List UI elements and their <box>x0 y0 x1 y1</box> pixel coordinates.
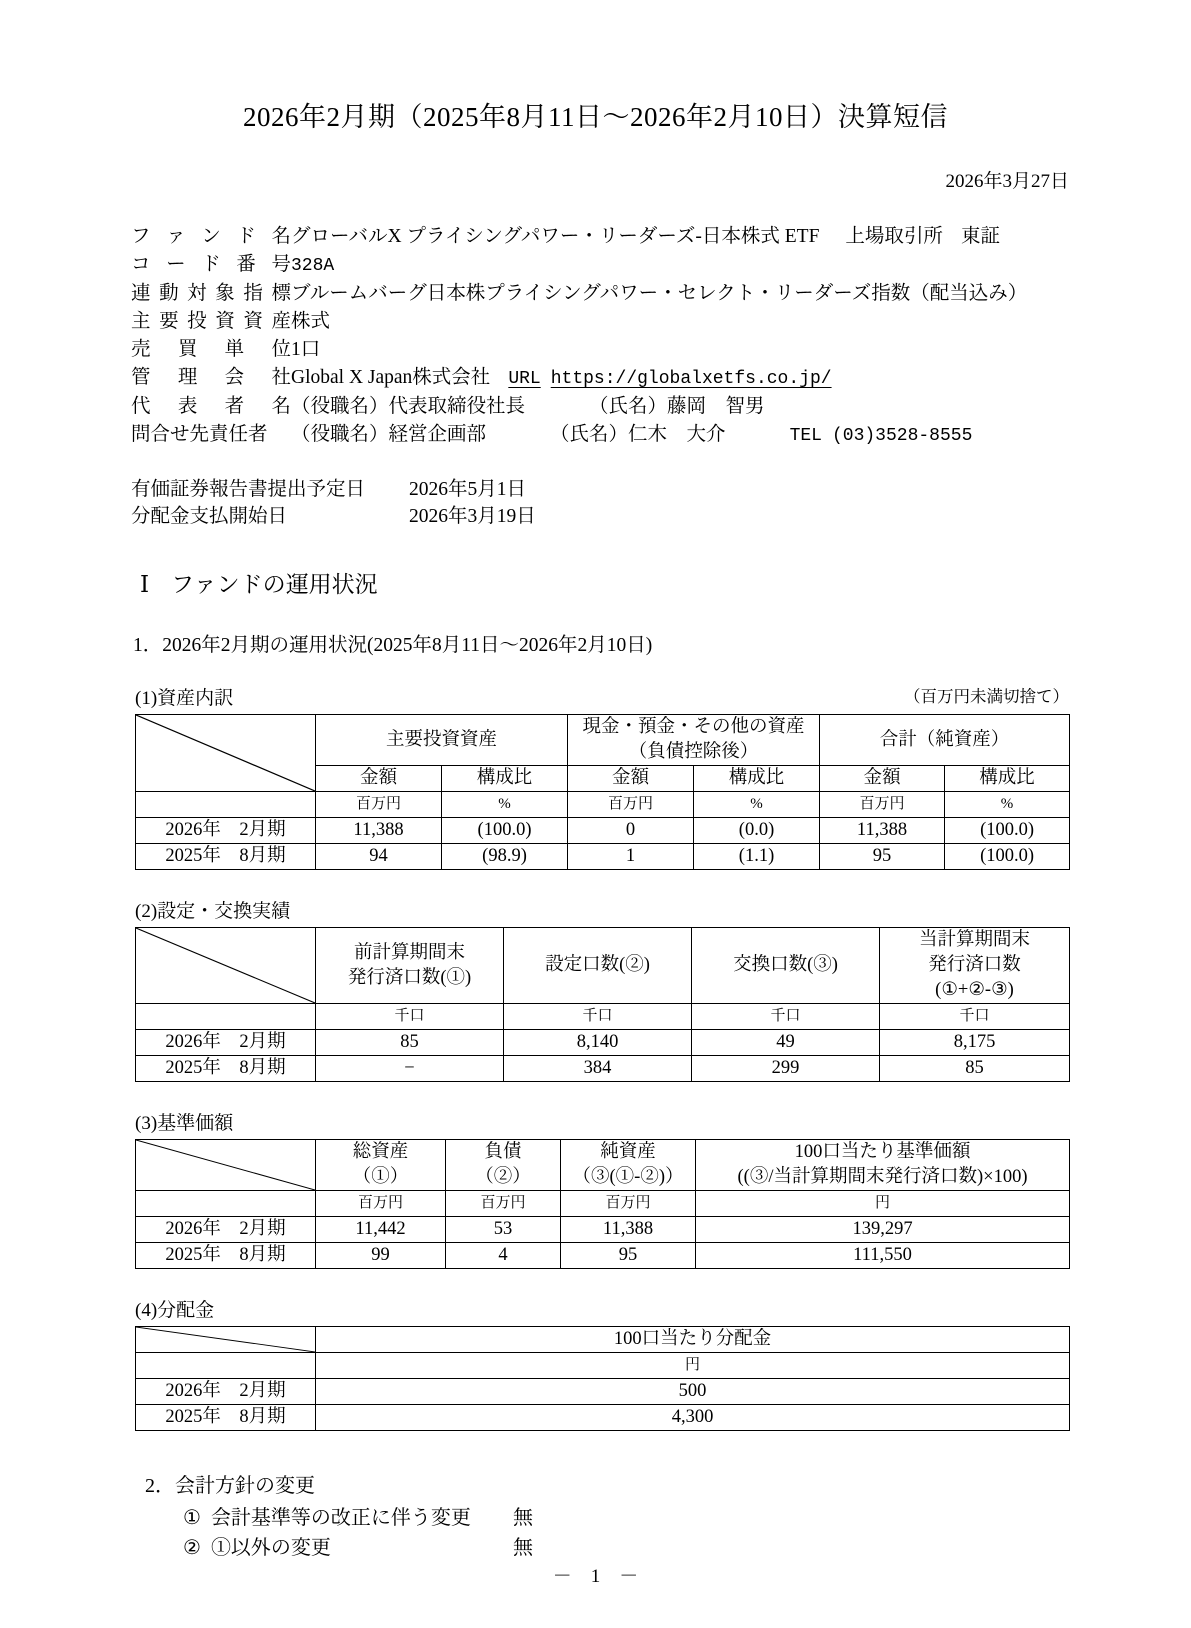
units-row-label <box>136 792 316 818</box>
unit-created-units: 千口 <box>504 1004 692 1030</box>
unit-distribution: 円 <box>316 1353 1070 1379</box>
corner-cell <box>136 928 316 1004</box>
unit-amount-1: 百万円 <box>316 792 442 818</box>
units-row-label <box>136 1191 316 1217</box>
page-title: 2026年2月期（2025年8月11日～2026年2月10日）決算短信 <box>243 102 948 132</box>
corner-cell <box>136 1327 316 1353</box>
corner-cell <box>136 715 316 792</box>
section-1-numeral: Ⅰ <box>140 572 150 597</box>
table4-caption-row <box>0 1295 1191 1322</box>
policy-item-1-label: 会計基準等の改正に伴う変更 <box>210 1507 471 1529</box>
header-end-units-line2: 発行済口数 <box>928 955 1021 975</box>
representative-row <box>131 393 1191 421</box>
fund-name-value <box>291 223 1191 251</box>
cell-created-units-2026: 8,140 <box>504 1030 692 1056</box>
unit-ratio-1: % <box>442 792 568 818</box>
unit-amount-3: 百万円 <box>820 792 945 818</box>
policy-item-1-marker: ① <box>183 1507 201 1529</box>
table-header-row <box>136 715 1070 766</box>
table2-wrap <box>0 927 1191 1082</box>
contact-value <box>291 421 1191 450</box>
row-period-2025: 2025年 8月期 <box>136 844 316 870</box>
cell-created-units-2025: 384 <box>504 1056 692 1082</box>
cell-prior-units-2026: 85 <box>316 1030 504 1056</box>
row-period-2026: 2026年 2月期 <box>136 1379 316 1405</box>
header-net-assets <box>561 1140 696 1191</box>
benchmark-index-label: 連 動 対 象 指 標 <box>131 283 291 304</box>
header-cash-other <box>568 715 820 766</box>
policy-item-2 <box>145 1533 1191 1563</box>
representative-label: 代 表 者 名 <box>131 396 291 417</box>
filing-row-report <box>131 476 1191 503</box>
header-redeemed-units: 交換口数(③) <box>692 928 880 1004</box>
policy-item-1-text <box>183 1503 513 1533</box>
table-row <box>136 1056 1070 1082</box>
header-total: 合計（純資産） <box>820 715 1070 766</box>
trading-unit-value: 1口 <box>291 339 321 360</box>
header-prior-units-line1: 前計算期間末 <box>353 942 465 963</box>
filing-row-distribution <box>131 503 1191 530</box>
contact-label: 問合せ先責任者 <box>131 424 268 445</box>
header-nav-per-100 <box>696 1140 1070 1191</box>
table-row <box>136 1217 1070 1243</box>
cell-liabilities-2025: 4 <box>446 1243 561 1269</box>
table-row <box>136 1405 1070 1431</box>
fund-name-row <box>131 223 1191 251</box>
table1-wrap <box>0 714 1191 870</box>
unit-liabilities: 百万円 <box>446 1191 561 1217</box>
unit-total-assets: 百万円 <box>316 1191 446 1217</box>
distribution-payment-date: 2026年3月19日 <box>409 506 536 527</box>
main-asset-value: 株式 <box>291 311 331 332</box>
header-end-units-line3: (①+②-③) <box>935 980 1014 1000</box>
securities-report-date: 2026年5月1日 <box>409 479 527 500</box>
listing-exchange-value: 東証 <box>960 226 1000 247</box>
fund-name-text: グローバルX プライシングパワー・リーダーズ-日本株式 ETF <box>291 226 820 247</box>
asset-breakdown-table <box>135 714 1070 870</box>
cell-total-amount-2026: 11,388 <box>820 818 945 844</box>
table-units-row <box>136 792 1070 818</box>
header-net-assets-line2: （③(①-②)） <box>572 1167 684 1187</box>
cell-cash-ratio-2026: (0.0) <box>694 818 820 844</box>
table-units-row <box>136 1191 1070 1217</box>
tel-label: TEL <box>789 426 822 446</box>
header-total-assets <box>316 1140 446 1191</box>
representative-value <box>291 393 1191 421</box>
cell-cash-amount-2026: 0 <box>568 818 694 844</box>
subheader-amount-3: 金額 <box>820 766 945 792</box>
securities-report-label: 有価証券報告書提出予定日 <box>131 479 366 500</box>
section-2-heading: 2．会計方針の変更 <box>145 1475 315 1497</box>
policy-item-2-text <box>183 1533 513 1563</box>
unit-redeemed-units: 千口 <box>692 1004 880 1030</box>
units-row-label <box>136 1353 316 1379</box>
page-footer: － 1 － <box>552 1566 639 1587</box>
representative-title-label: （役職名） <box>291 396 389 417</box>
table3-caption: (3)基準価額 <box>135 1113 234 1134</box>
section-1-title: ファンドの運用状況 <box>171 572 378 597</box>
document-date: 2026年3月27日 <box>945 171 1069 192</box>
cell-main-amount-2026: 11,388 <box>316 818 442 844</box>
distribution-table <box>135 1326 1070 1431</box>
header-nav-per-100-line1: 100口当たり基準価額 <box>794 1142 971 1162</box>
corner-cell <box>136 1140 316 1191</box>
row-period-2026: 2026年 2月期 <box>136 1217 316 1243</box>
tel-number: (03)3528-8555 <box>831 426 973 446</box>
header-liabilities-line2: （②） <box>475 1167 531 1187</box>
cell-nav-per-100-2026: 139,297 <box>696 1217 1070 1243</box>
cell-cash-ratio-2025: (1.1) <box>694 844 820 870</box>
listing-exchange-label: 上場取引所 <box>845 226 943 247</box>
units-row-label <box>136 1004 316 1030</box>
table1-note: （百万円未満切捨て） <box>904 687 1069 706</box>
unit-amount-2: 百万円 <box>568 792 694 818</box>
row-period-2025: 2025年 8月期 <box>136 1056 316 1082</box>
filing-dates-block <box>0 476 1191 530</box>
header-prior-units-line2: 発行済口数(①) <box>347 967 472 988</box>
header-distribution-per-100: 100口当たり分配金 <box>316 1327 1070 1353</box>
header-cash-other-line2: （負債控除後） <box>628 742 759 762</box>
cell-total-amount-2025: 95 <box>820 844 945 870</box>
table3-caption-row <box>0 1108 1191 1135</box>
table2-caption-row <box>0 896 1191 923</box>
representative-title: 代表取締役社長 <box>388 396 526 417</box>
fund-info-block <box>0 223 1191 450</box>
subheader-amount-2: 金額 <box>568 766 694 792</box>
cell-net-assets-2026: 11,388 <box>561 1217 696 1243</box>
cell-net-assets-2025: 95 <box>561 1243 696 1269</box>
main-asset-row <box>131 308 1191 336</box>
header-total-assets-line2: （①） <box>352 1167 409 1187</box>
table-units-row <box>136 1353 1070 1379</box>
management-company-value <box>291 364 1191 393</box>
header-liabilities <box>446 1140 561 1191</box>
cell-total-ratio-2025: (100.0) <box>945 844 1070 870</box>
policy-item-2-label: ①以外の変更 <box>210 1537 331 1559</box>
unit-nav-per-100: 円 <box>696 1191 1070 1217</box>
representative-name: 藤岡 智男 <box>667 396 765 417</box>
unit-net-assets: 百万円 <box>561 1191 696 1217</box>
cell-liabilities-2026: 53 <box>446 1217 561 1243</box>
table-units-row <box>136 1004 1070 1030</box>
fund-code-value: 328A <box>291 256 335 276</box>
cell-main-ratio-2026: (100.0) <box>442 818 568 844</box>
fund-code-label: コ ー ド 番 号 <box>131 254 291 275</box>
table4-wrap <box>0 1326 1191 1431</box>
cell-total-assets-2026: 11,442 <box>316 1217 446 1243</box>
management-company-row <box>131 364 1191 393</box>
cell-redeemed-units-2026: 49 <box>692 1030 880 1056</box>
table-row <box>136 844 1070 870</box>
section-2-block <box>0 1471 1191 1563</box>
header-net-assets-line1: 純資産 <box>600 1142 656 1162</box>
table1-caption-row <box>0 683 1191 710</box>
representative-name-label: （氏名） <box>589 396 668 417</box>
header-main-asset: 主要投資資産 <box>316 715 568 766</box>
benchmark-index-value: ブルームバーグ日本株プライシングパワー・セレクト・リーダーズ指数（配当込み） <box>291 283 1028 304</box>
table-header-row <box>136 928 1070 1004</box>
url-label: URL <box>508 369 541 389</box>
contact-title-label: （役職名） <box>291 424 389 445</box>
contact-title: 経営企画部 <box>388 424 487 445</box>
section-1-heading <box>0 566 1191 599</box>
table1-caption: (1)資産内訳 <box>135 688 234 709</box>
fund-url-link[interactable] <box>508 369 831 389</box>
row-period-2026: 2026年 2月期 <box>136 1030 316 1056</box>
cell-nav-per-100-2025: 111,550 <box>696 1243 1070 1269</box>
cell-total-ratio-2026: (100.0) <box>945 818 1070 844</box>
table-row <box>136 818 1070 844</box>
header-created-units: 設定口数(②) <box>504 928 692 1004</box>
header-prior-units <box>316 928 504 1004</box>
row-period-2025: 2025年 8月期 <box>136 1243 316 1269</box>
creation-redemption-table <box>135 927 1070 1082</box>
table4-caption: (4)分配金 <box>135 1300 215 1321</box>
contact-row <box>131 421 1191 450</box>
main-asset-label: 主 要 投 資 資 産 <box>131 311 291 332</box>
header-end-units <box>880 928 1070 1004</box>
fund-code-row <box>131 251 1191 280</box>
subheader-ratio-2: 構成比 <box>694 766 820 792</box>
policy-item-1 <box>145 1503 1191 1533</box>
cell-end-units-2026: 8,175 <box>880 1030 1070 1056</box>
policy-item-2-marker: ② <box>183 1537 201 1559</box>
url-text: https://globalxetfs.co.jp/ <box>550 369 832 389</box>
trading-unit-label: 売 買 単 位 <box>131 339 291 360</box>
row-period-2025: 2025年 8月期 <box>136 1405 316 1431</box>
header-total-assets-line1: 総資産 <box>352 1142 409 1162</box>
policy-item-1-value: 無 <box>513 1507 533 1529</box>
management-company-label: 管 理 会 社 <box>131 367 291 388</box>
table-row <box>136 1379 1070 1405</box>
trading-unit-row <box>131 336 1191 364</box>
section-1-subheading: 1．2026年2月期の運用状況(2025年8月11日～2026年2月10日) <box>133 635 653 656</box>
contact-name-label: （氏名） <box>550 424 629 445</box>
table-header-row <box>136 1140 1070 1191</box>
unit-end-units: 千口 <box>880 1004 1070 1030</box>
cell-main-ratio-2025: (98.9) <box>442 844 568 870</box>
cell-cash-amount-2025: 1 <box>568 844 694 870</box>
benchmark-index-row <box>131 280 1191 308</box>
table3-wrap <box>0 1139 1191 1269</box>
unit-ratio-2: % <box>694 792 820 818</box>
cell-main-amount-2025: 94 <box>316 844 442 870</box>
cell-distribution-2025: 4,300 <box>316 1405 1070 1431</box>
nav-table <box>135 1139 1070 1269</box>
row-period-2026: 2026年 2月期 <box>136 818 316 844</box>
unit-prior-units: 千口 <box>316 1004 504 1030</box>
table2-caption: (2)設定・交換実績 <box>135 901 291 922</box>
header-cash-other-line1: 現金・預金・その他の資産 <box>582 717 805 737</box>
fund-name-label: フ ァ ン ド 名 <box>131 226 291 247</box>
header-end-units-line1: 当計算期間末 <box>918 930 1030 950</box>
cell-prior-units-2025: − <box>316 1056 504 1082</box>
distribution-payment-label: 分配金支払開始日 <box>131 506 288 527</box>
header-nav-per-100-line2: ((③/当計算期間末発行済口数)×100) <box>737 1167 1028 1187</box>
table-row <box>136 1243 1070 1269</box>
subheader-ratio-3: 構成比 <box>945 766 1070 792</box>
cell-distribution-2026: 500 <box>316 1379 1070 1405</box>
header-liabilities-line1: 負債 <box>484 1142 522 1162</box>
cell-total-assets-2025: 99 <box>316 1243 446 1269</box>
policy-item-2-value: 無 <box>513 1537 533 1559</box>
unit-ratio-3: % <box>945 792 1070 818</box>
cell-redeemed-units-2025: 299 <box>692 1056 880 1082</box>
management-company-name: Global X Japan株式会社 <box>291 367 491 388</box>
subheader-amount-1: 金額 <box>316 766 442 792</box>
table-row <box>136 1030 1070 1056</box>
contact-name: 仁木 大介 <box>628 424 726 445</box>
cell-end-units-2025: 85 <box>880 1056 1070 1082</box>
table-header-row <box>136 1327 1070 1353</box>
subheader-ratio-1: 構成比 <box>442 766 568 792</box>
